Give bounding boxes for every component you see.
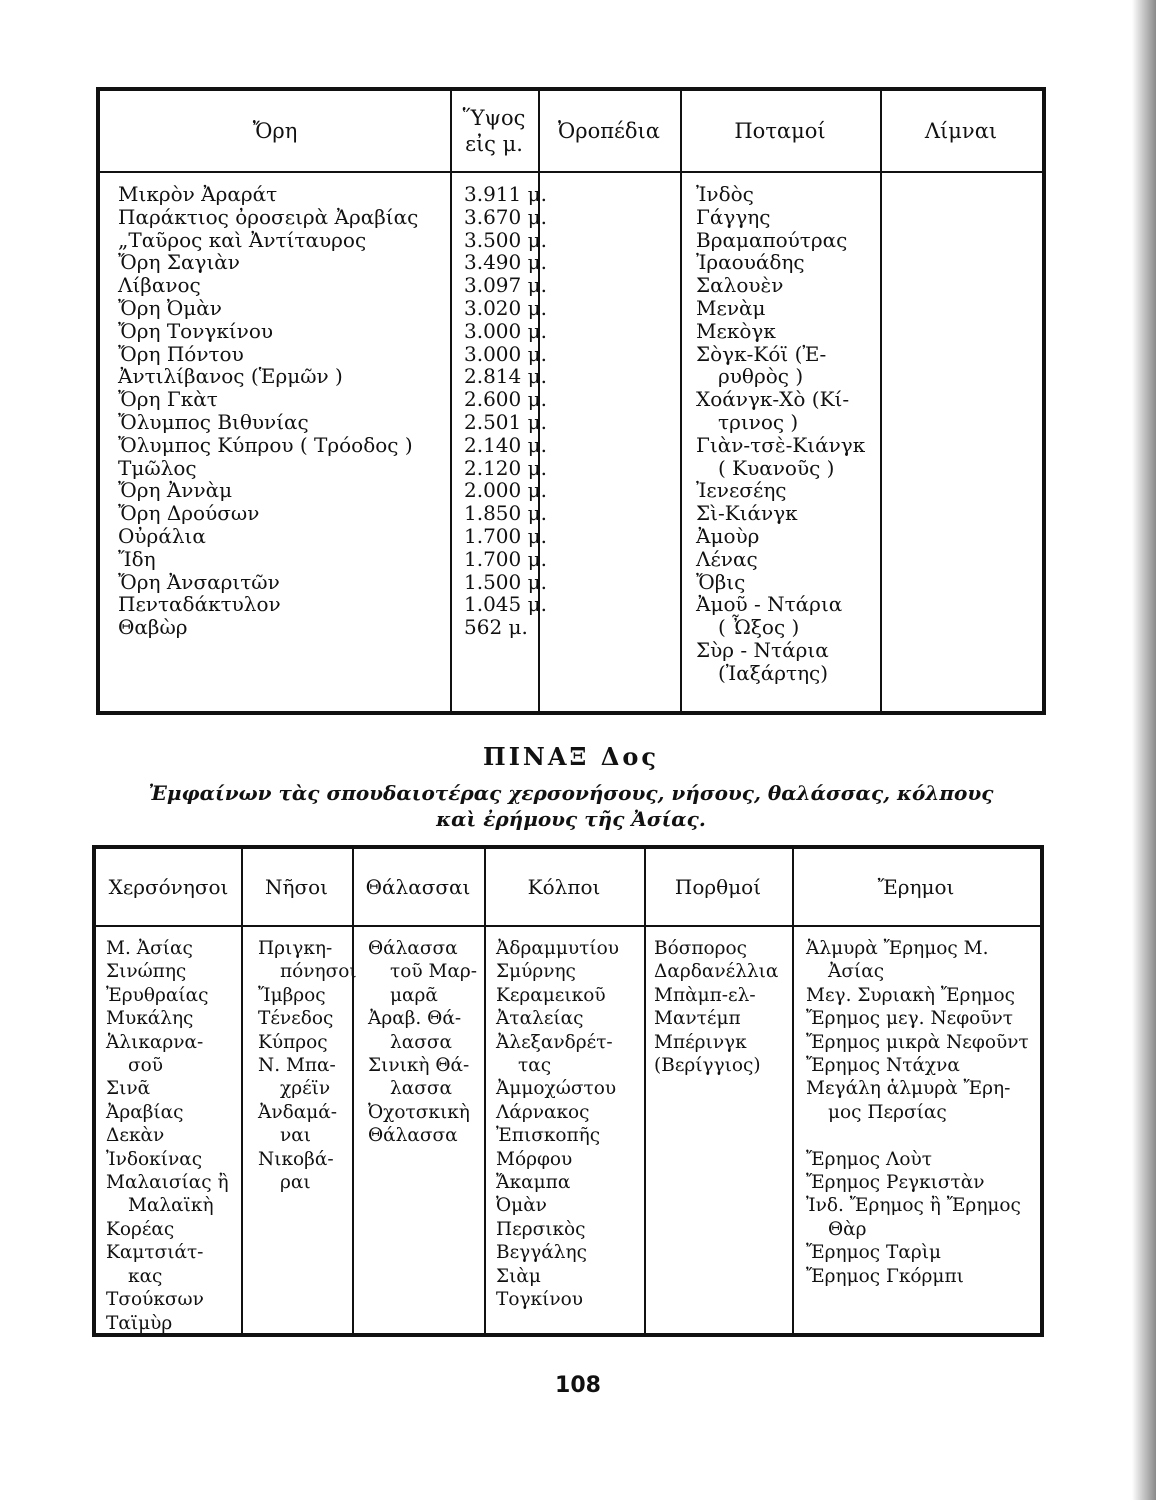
table-cell: Ἐπισκοπῆς xyxy=(496,1125,601,1147)
table-cell: Ἐρυθραίας xyxy=(106,984,209,1006)
table-cell: 3.097 μ. xyxy=(464,273,547,298)
table-cell: 3.490 μ. xyxy=(464,250,547,275)
table-cell: Χοάνγκ-Χὸ (Κί- xyxy=(696,387,850,412)
table-cell: 3.000 μ. xyxy=(464,341,547,366)
table-cell: Σμύρνης xyxy=(496,961,576,983)
table-cell: Μπὰμπ-ελ- xyxy=(654,984,756,1006)
mountains-column xyxy=(118,183,418,639)
table-cell: 1.850 μ. xyxy=(464,501,547,526)
table-cell: Μεγάλη ἁλμυρὰ Ἔρη- xyxy=(806,1078,1011,1100)
table-cell: Ὀχοτσκικὴ xyxy=(368,1101,470,1123)
table-cell: 1.500 μ. xyxy=(464,569,547,594)
table-cell: Ἔρημος Γκόρμπι xyxy=(806,1265,964,1287)
table-cell: κας xyxy=(128,1265,163,1287)
table-cell: Μεκὸγκ xyxy=(696,318,776,343)
header-peninsulas: Χερσόνησοι xyxy=(108,875,229,899)
table-cell: Ἰραουάδης xyxy=(696,250,805,275)
table-cell: Παράκτιος ὀροσειρὰ Ἀραβίας xyxy=(118,204,419,229)
table-cell: Θάλασσα xyxy=(368,1125,458,1147)
table-cell: Ἀμοῦ - Ντάρια xyxy=(696,592,843,617)
table-cell: Ὀμὰν xyxy=(496,1195,547,1217)
header-islands: Νῆσοι xyxy=(264,875,329,899)
table-cell: μος Περσίας xyxy=(828,1101,947,1123)
table-cell: τας xyxy=(518,1055,552,1077)
table-cell: 3.020 μ. xyxy=(464,295,547,320)
table-cell: Ἔρημος μεγ. Νεφοῦντ xyxy=(806,1008,1014,1030)
table-cell: Ταϊμὺρ xyxy=(106,1312,173,1334)
table-cell: πόνησοι xyxy=(280,961,357,983)
table-cell: Μ. Ἀσίας xyxy=(106,938,193,959)
table-cell: Ἄκαμπα xyxy=(496,1172,571,1194)
page-number: 108 xyxy=(555,1373,601,1398)
table-cell: Λένας xyxy=(696,546,758,571)
table-subtitle-line1: Ἐμφαίνων τὰς σπουδαιοτέρας χερσονήσους, νήσους, θαλάσσας, κόλπους xyxy=(148,781,994,805)
table-cell: Σιὰμ xyxy=(496,1265,541,1287)
table-cell: Ὄλυμπος Κύπρου ( Τρόοδος ) xyxy=(118,432,413,457)
table-cell: Κύπρος xyxy=(258,1031,328,1053)
table-cell: Ἴμβρος xyxy=(258,984,326,1006)
table-cell: Ἀμμοχώστου xyxy=(496,1078,617,1100)
table-cell: Μαντέμπ xyxy=(654,1008,741,1030)
peninsulas-column xyxy=(106,937,229,1335)
table-cell: Γιὰν-τσὲ-Κιάνγκ xyxy=(696,432,866,457)
header-straits: Πορθμοί xyxy=(674,875,762,899)
table-cell: (Ἰαξάρτης) xyxy=(718,660,829,685)
table-cell: Ἰνδὸς xyxy=(696,182,754,206)
table-cell: Ἴδη xyxy=(118,546,156,571)
table-cell: Δαρδανέλλια xyxy=(654,961,779,983)
table-cell: Λάρνακος xyxy=(496,1101,590,1123)
table-cell: Ὄρη Πόντου xyxy=(118,341,244,366)
table-cell: Τογκίνου xyxy=(496,1289,583,1311)
table-cell: Ἔρημος Ρεγκιστὰν xyxy=(806,1172,985,1194)
table-cell: Μπέρινγκ xyxy=(654,1031,747,1053)
header-height-line1: Ὕψος xyxy=(462,106,526,130)
table-cell: Σαλουὲν xyxy=(696,273,784,298)
table-cell: Βραμαπούτρας xyxy=(696,227,848,252)
table-cell: Ἰνδοκίνας xyxy=(106,1148,203,1170)
table-cell: Περσικὸς xyxy=(496,1218,586,1240)
table-cell: Λίβανος xyxy=(118,273,201,298)
table-cell: ( Κυανοῦς ) xyxy=(718,455,835,480)
table-cell: 3.670 μ. xyxy=(464,204,547,229)
table-cell: 3.000 μ. xyxy=(464,318,547,343)
table-cell: 2.814 μ. xyxy=(464,364,547,389)
header-rivers: Ποταμοί xyxy=(734,119,826,143)
table-cell: χρέϊν xyxy=(280,1078,331,1100)
table1-divider xyxy=(450,91,452,711)
table-cell: Πενταδάκτυλον xyxy=(118,592,281,617)
table-cell xyxy=(806,1124,1029,1147)
table-cell: 3.911 μ. xyxy=(464,182,547,206)
table-cell: Κορέας xyxy=(106,1218,175,1240)
table-cell: Θαβὼρ xyxy=(118,615,188,640)
table-cell: λασσα xyxy=(390,1078,452,1100)
table-cell: Μεγ. Συριακὴ Ἔρημος xyxy=(806,984,1015,1006)
table-cell: Ἀντιλίβανος (Ἑρμῶν ) xyxy=(118,364,343,389)
table-cell: 2.120 μ. xyxy=(464,455,547,480)
table-cell: Ἀταλείας xyxy=(496,1008,584,1030)
table-cell: Ὄβις xyxy=(696,569,746,594)
straits-column xyxy=(654,937,778,1077)
table-cell: Ἁλμυρὰ Ἔρημος Μ. xyxy=(806,938,989,959)
header-deserts: Ἔρημοι xyxy=(877,875,955,899)
header-mountains: Ὄρη xyxy=(252,119,298,143)
table-cell: (Βερίγγιος) xyxy=(654,1055,761,1077)
table-cell: 2.501 μ. xyxy=(464,409,547,434)
islands-column xyxy=(258,937,357,1194)
table-cell: Σὶ-Κιάνγκ xyxy=(696,501,798,526)
table-cell: Μαλαισίας ἢ xyxy=(106,1172,229,1194)
seas-column xyxy=(368,937,477,1148)
table-subtitle xyxy=(96,780,1046,832)
table-cell: σοῦ xyxy=(128,1055,164,1077)
header-gulfs: Κόλποι xyxy=(527,875,601,899)
table-cell: Ἀσίας xyxy=(828,961,885,983)
table-cell: Ἀραβ. Θά- xyxy=(368,1008,462,1030)
peninsulas-deserts-table xyxy=(92,845,1044,1337)
deserts-column xyxy=(806,937,1029,1288)
table-cell: Βεγγάλης xyxy=(496,1242,587,1264)
table-cell: Ἀραβίας xyxy=(106,1101,184,1123)
mountains-rivers-table xyxy=(96,87,1046,715)
table-cell: Δεκὰν xyxy=(106,1125,165,1147)
table1-divider xyxy=(880,91,882,711)
table-cell: ραι xyxy=(280,1172,311,1194)
table-cell: Ὄρη Δρούσων xyxy=(118,501,260,526)
table-cell: ρυθρὸς ) xyxy=(718,364,804,389)
table-cell: Σινώπης xyxy=(106,961,187,983)
table-cell: Σὸγκ-Κόϊ (Ἐ- xyxy=(696,341,827,366)
table-cell: Ἀμοὺρ xyxy=(696,523,760,548)
table-cell: Πριγκη- xyxy=(258,938,333,959)
table-cell: ( Ὦξος ) xyxy=(718,615,800,640)
table-cell: Ἁλικαρνα- xyxy=(106,1031,204,1053)
table-cell: Ὄρη Ὀμὰν xyxy=(118,295,222,320)
table1-divider xyxy=(680,91,682,711)
table-cell: Ἀνδαμά- xyxy=(258,1101,338,1123)
table-cell: 1.700 μ. xyxy=(464,523,547,548)
table-cell: Μικρὸν Ἀραράτ xyxy=(118,182,278,206)
header-seas: Θάλασσαι xyxy=(365,875,471,899)
table-cell: Σινικὴ Θά- xyxy=(368,1055,470,1077)
heights-column xyxy=(464,183,547,639)
table-cell: Βόσπορος xyxy=(654,938,748,959)
table-cell: Ὄρη Τονγκίνου xyxy=(118,318,274,343)
table-subtitle-line2: καὶ ἐρήμους τῆς Ἀσίας. xyxy=(436,807,706,831)
table-title: ΠΙΝΑΞ Δος xyxy=(483,742,659,771)
table-cell: τρινος ) xyxy=(718,409,799,434)
table-cell: Τσούκσων xyxy=(106,1289,204,1311)
table-cell: Ἀλεξανδρέτ- xyxy=(496,1031,613,1053)
table-cell: Ὄρη Ἀννὰμ xyxy=(118,478,233,503)
page-edge-shadow xyxy=(1132,0,1156,1500)
header-height-line2: εἰς μ. xyxy=(465,132,523,156)
table-cell: Τμῶλος xyxy=(118,455,197,480)
table-cell: Ἔρημος μικρὰ Νεφοῦντ xyxy=(806,1031,1029,1053)
rivers-column xyxy=(696,183,865,685)
table-cell: Ἰνδ. Ἔρημος ἢ Ἔρημος xyxy=(806,1195,1021,1217)
table-cell: Σὺρ - Ντάρια xyxy=(696,637,829,662)
table-cell: Θάλασσα xyxy=(368,938,458,959)
table-cell: Γάγγης xyxy=(696,204,771,229)
header-lakes: Λίμναι xyxy=(924,119,998,143)
table-cell: Ἔρημος Ταρὶμ xyxy=(806,1242,942,1264)
table-cell: 2.600 μ. xyxy=(464,387,547,412)
table-cell: λασσα xyxy=(390,1031,452,1053)
table-cell: Ὄλυμπος Βιθυνίας xyxy=(118,409,309,434)
table-cell: Ἔρημος Ντάχνα xyxy=(806,1055,960,1077)
table-cell: μαρᾶ xyxy=(390,984,438,1006)
table-cell: Κεραμεικοῦ xyxy=(496,984,606,1006)
table-cell: 1.045 μ. xyxy=(464,592,547,617)
table-cell: 1.700 μ. xyxy=(464,546,547,571)
table-cell: Ἔρημος Λοὺτ xyxy=(806,1148,932,1170)
table-cell: Μόρφου xyxy=(496,1148,573,1170)
table-cell: 3.500 μ. xyxy=(464,227,547,252)
table-cell: Νικοβά- xyxy=(258,1148,334,1170)
header-plateaus: Ὀροπέδια xyxy=(558,119,660,143)
table-cell: τοῦ Μαρ- xyxy=(390,961,478,983)
table-cell: Ὄρη Σαγιὰν xyxy=(118,250,240,275)
table-cell: 2.140 μ. xyxy=(464,432,547,457)
header-height xyxy=(450,91,538,171)
table-cell: Μενὰμ xyxy=(696,295,766,320)
gulfs-column xyxy=(496,937,619,1312)
table-cell: Τένεδος xyxy=(258,1008,334,1030)
table-cell: Ἰενεσέης xyxy=(696,478,787,503)
table-cell: Μυκάλης xyxy=(106,1008,194,1030)
table-cell: 562 μ. xyxy=(464,615,528,640)
table-cell: Σινᾶ xyxy=(106,1078,151,1100)
table-cell: Καμτσιάτ- xyxy=(106,1242,204,1264)
table-cell: „Ταῦρος καὶ Ἀντίταυρος xyxy=(118,227,367,252)
table-cell: 2.000 μ. xyxy=(464,478,547,503)
table-cell: Ὄρη Γκὰτ xyxy=(118,387,218,412)
table-cell: Θὰρ xyxy=(828,1218,867,1240)
table-cell: Οὐράλια xyxy=(118,523,206,548)
table-cell: Ν. Μπα- xyxy=(258,1055,336,1077)
table-cell: ναι xyxy=(280,1125,311,1147)
table-cell: Ὄρη Ἀνσαριτῶν xyxy=(118,569,280,594)
table-cell: Μαλαϊκὴ xyxy=(128,1195,214,1217)
table-cell: Ἀδραμμυτίου xyxy=(496,938,620,959)
